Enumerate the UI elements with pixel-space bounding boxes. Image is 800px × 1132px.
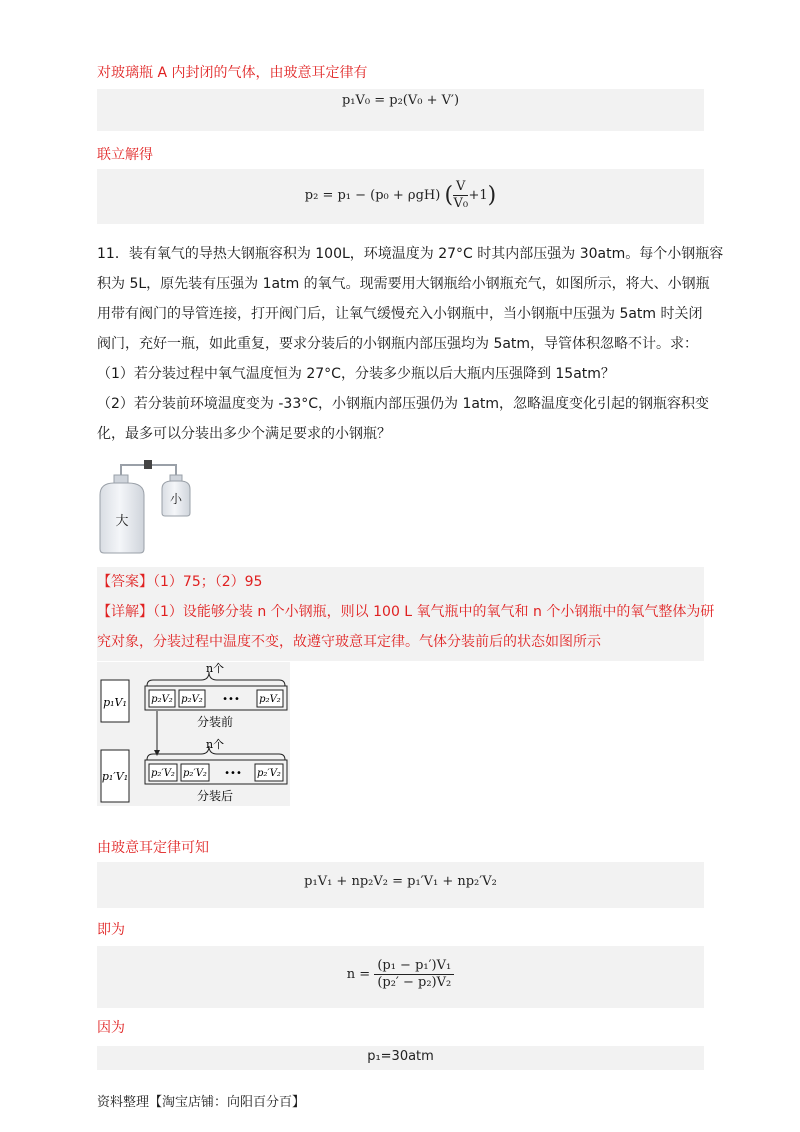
arrow-head-icon (154, 750, 160, 756)
formula-2-left: p₂ = p₁ − (p₀ + ρgH) (304, 188, 441, 203)
formula-2-fraction: $\frac{V}{\text{V₀}}$ (453, 179, 469, 211)
small-bottle-neck (170, 475, 182, 481)
formula-4-lhs: n = (346, 967, 371, 982)
page-footer: 资料整理【淘宝店铺：向阳百分百】 (97, 1095, 306, 1110)
boyle-intro-text: 对玻璃瓶 A 内封闭的气体，由玻意耳定律有 (97, 65, 368, 81)
after-dots: ••• (224, 768, 242, 779)
ie-text: 即为 (97, 922, 125, 938)
before-small-label: p₂V₂ (181, 694, 203, 705)
question-line: 阀门，充好一瓶，如此重复，要求分装后的小钢瓶内部压强均为 5atm，导管体积忽略不计。求： (97, 336, 699, 352)
detail-line-1: （1）设能够分装 n 个小钢瓶，则以 100 L 氧气瓶中的氧气和 n 个小钢瓶中的氧气整体为研 (153, 604, 715, 620)
answer-text: （1）75；（2）95 (153, 574, 263, 590)
question-line: 用带有阀门的导管连接，打开阀门后，让氧气缓慢充入小钢瓶中，当小钢瓶中压强为 5atm 时关闭 (97, 306, 703, 322)
question-line: 积为 5L，原先装有压强为 1atm 的氧气。现需要用大钢瓶给小钢瓶充气，如图所示，将大、小钢瓶 (97, 276, 710, 292)
question-line: （2）若分装前环境温度变为 -33°C，小钢瓶内部压强仍为 1atm，忽略温度变化引起的钢瓶容积变 (97, 396, 710, 412)
question-line: （1）若分装过程中氧气温度恒为 27°C，分装多少瓶以后大瓶内压强降到 15atm？ (97, 366, 615, 382)
after-caption: 分装后 (196, 789, 234, 803)
formula-box-4 (97, 946, 704, 1008)
big-bottle-label: 大 (115, 514, 129, 529)
because-text: 因为 (97, 1020, 125, 1036)
before-caption: 分装前 (196, 715, 234, 729)
detail-tag: 【详解】 (97, 604, 153, 620)
cylinders-figure (92, 455, 202, 555)
question-line: 化，最多可以分装出多少个满足要求的小钢瓶？ (97, 426, 391, 442)
state-diagram (97, 662, 290, 806)
formula-1: p₁V₀ = p₂(V₀ + V′) (341, 93, 460, 108)
valve-icon (144, 460, 152, 469)
question-line: 11．装有氧气的导热大钢瓶容积为 100L，环境温度为 27°C 时其内部压强为 30atm。每个小钢瓶容 (97, 246, 724, 262)
n-top-label: n个 (205, 662, 225, 675)
formula-4-fraction: $\frac{\text{(p₁ − p₁′)V₁}}{\text{(p₂′ − p₂)V₂}}$ (374, 958, 454, 991)
formula-box-5 (97, 1046, 704, 1070)
formula-box-2 (97, 169, 704, 224)
before-small-label: p₂V₂ (259, 694, 281, 705)
question-11 (97, 239, 724, 449)
after-small-label: p₂′V₂ (151, 768, 175, 779)
after-big-label: p₁′V₁ (101, 770, 129, 783)
formula-box-1 (97, 89, 704, 131)
small-bottle-label: 小 (169, 492, 183, 506)
formula-5: p₁=30atm (367, 1049, 434, 1064)
before-small-label: p₂V₂ (151, 694, 173, 705)
before-big-label: p₁V₁ (103, 696, 127, 709)
after-small-label: p₂′V₂ (183, 768, 207, 779)
detail-line-2: 究对象，分装过程中温度不变，故遵守玻意耳定律。气体分装前后的状态如图所示 (97, 634, 601, 650)
before-dots: ••• (222, 694, 240, 705)
boyle-law-text: 由玻意耳定律可知 (97, 840, 209, 856)
after-small-label: p₂′V₂ (257, 768, 281, 779)
answer-tag: 【答案】 (97, 574, 153, 590)
big-bottle-neck (114, 475, 128, 483)
formula-4 (97, 958, 704, 991)
formula-2: p₂ = p₁ − (p₀ + ρgH) ( $\frac{V}{\text{V₀}}$ +1) (304, 179, 497, 211)
formula-3: p₁V₁ + np₂V₂ = p₁′V₁ + np₂′V₂ (304, 874, 497, 889)
formula-box-3 (97, 862, 704, 908)
combine-text: 联立解得 (97, 147, 153, 163)
answer-block (97, 567, 715, 661)
n-bottom-label: n个 (205, 738, 225, 751)
